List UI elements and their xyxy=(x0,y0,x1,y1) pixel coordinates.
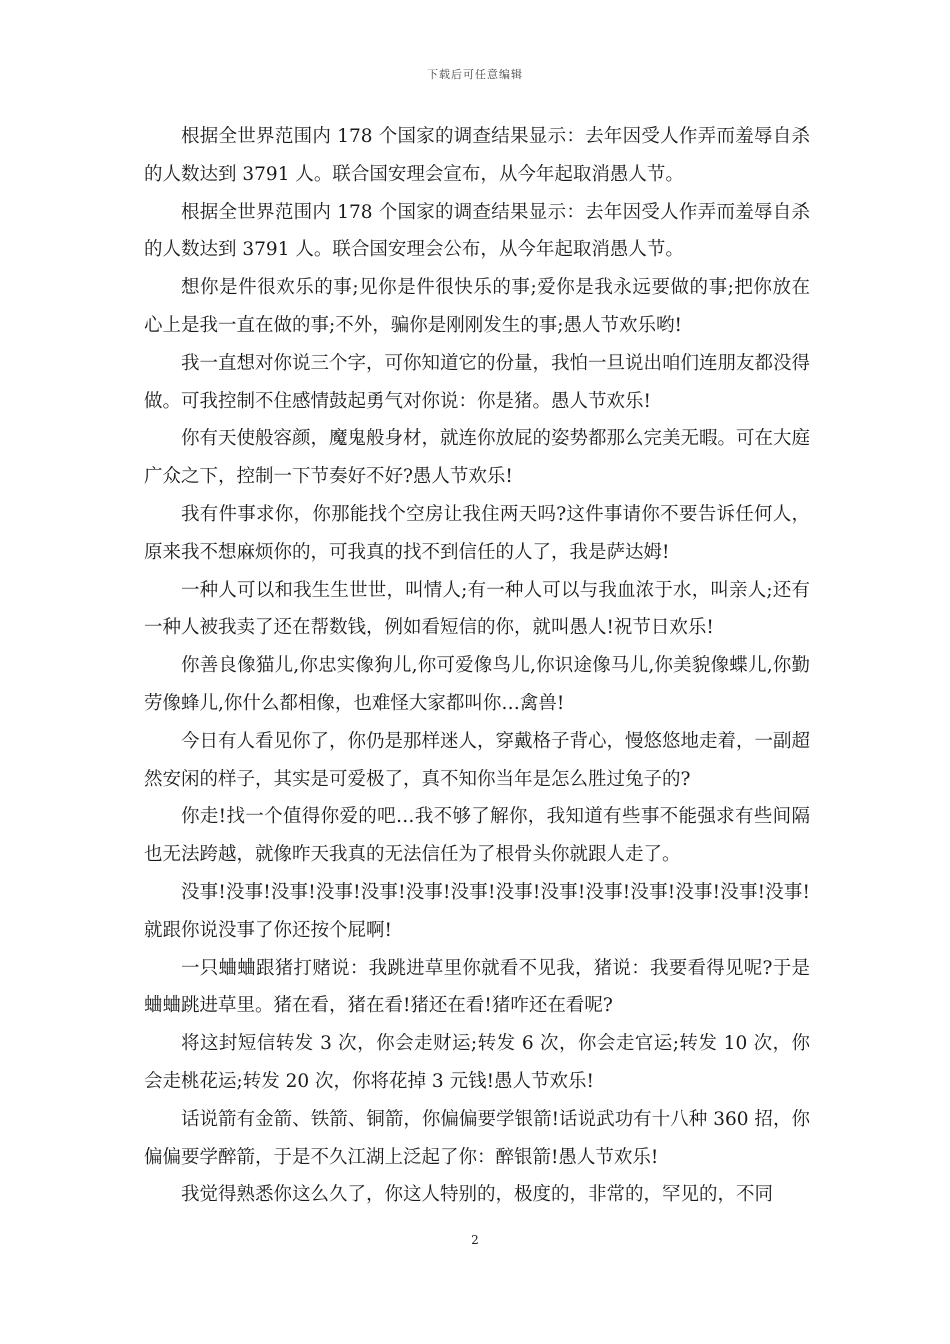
paragraph: 根据全世界范围内 178 个国家的调查结果显示：去年因受人作弄而羞辱自杀的人数达到 3791 人。联合国安理会宣布，从今年起取消愚人节。 xyxy=(144,126,810,185)
paragraph: 今日有人看见你了，你仍是那样迷人，穿戴格子背心，慢悠悠地走着，一副超然安闲的样子，其实是可爱极了，真不知你当年是怎么胜过兔子的? xyxy=(144,730,811,790)
paragraph: 将这封短信转发 3 次，你会走财运;转发 6 次，你会走官运;转发 10 次，你会走桃花运;转发 20 次，你将花掉 3 元钱!愚人节欢乐! xyxy=(144,1033,810,1092)
paragraph: 一只蛐蛐跟猪打赌说：我跳进草里你就看不见我，猪说：我要看得见呢?于是蛐蛐跳进草里。猪在看，猪在看!猪还在看!猪咋还在看呢? xyxy=(144,957,810,1017)
paragraph: 我一直想对你说三个字，可你知道它的份量，我怕一旦说出咱们连朋友都没得做。可我控制不住感情鼓起勇气对你说：你是猪。愚人节欢乐! xyxy=(144,352,811,412)
paragraph: 根据全世界范围内 178 个国家的调查结果显示：去年因受人作弄而羞辱自杀的人数达到 3791 人。联合国安理会公布，从今年起取消愚人节。 xyxy=(144,201,810,261)
paragraph: 没事!没事!没事!没事!没事!没事!没事!没事!没事!没事!没事!没事!没事!没事!就跟你说没事了你还按个屁啊! xyxy=(144,881,810,941)
paragraph: 你走!找一个值得你爱的吧…我不够了解你，我知道有些事不能强求有些间隔也无法跨越，就像昨天我真的无法信任为了根骨头你就跟人走了。 xyxy=(144,806,810,866)
document-body xyxy=(144,118,810,1214)
paragraph: 话说箭有金箭、铁箭、铜箭，你偏偏要学银箭!话说武功有十八种 360 招，你偏偏要学醉箭，于是不久江湖上泛起了你：醉银箭!愚人节欢乐! xyxy=(144,1108,810,1168)
paragraph: 一种人可以和我生生世世，叫情人;有一种人可以与我血浓于水，叫亲人;还有一种人被我卖了还在帮数钱，例如看短信的你，就叫愚人!祝节日欢乐! xyxy=(144,579,810,639)
paragraph: 我觉得熟悉你这么久了，你这人特别的，极度的，非常的，罕见的，不同 xyxy=(181,1184,774,1206)
paragraph: 你有天使般容颜，魔鬼般身材，就连你放屁的姿势都那么完美无暇。可在大庭广众之下，控制一下节奏好不好?愚人节欢乐! xyxy=(144,428,811,488)
paragraph: 想你是件很欢乐的事;见你是件很快乐的事;爱你是我永远要做的事;把你放在心上是我一直在做的事;不外，骗你是刚刚发生的事;愚人节欢乐哟! xyxy=(144,277,810,336)
page-header: 下载后可任意编辑 xyxy=(427,68,523,81)
page-number: 2 xyxy=(471,1233,479,1247)
paragraph: 我有件事求你，你那能找个空房让我住两天吗?这件事请你不要告诉任何人，原来我不想麻烦你的，可我真的找不到信任的人了，我是萨达姆! xyxy=(144,503,810,563)
paragraph: 你善良像猫儿,你忠实像狗儿,你可爱像鸟儿,你识途像马儿,你美貌像蝶儿,你勤劳像蜂儿,你什么都相像，也难怪大家都叫你…禽兽! xyxy=(144,655,810,714)
